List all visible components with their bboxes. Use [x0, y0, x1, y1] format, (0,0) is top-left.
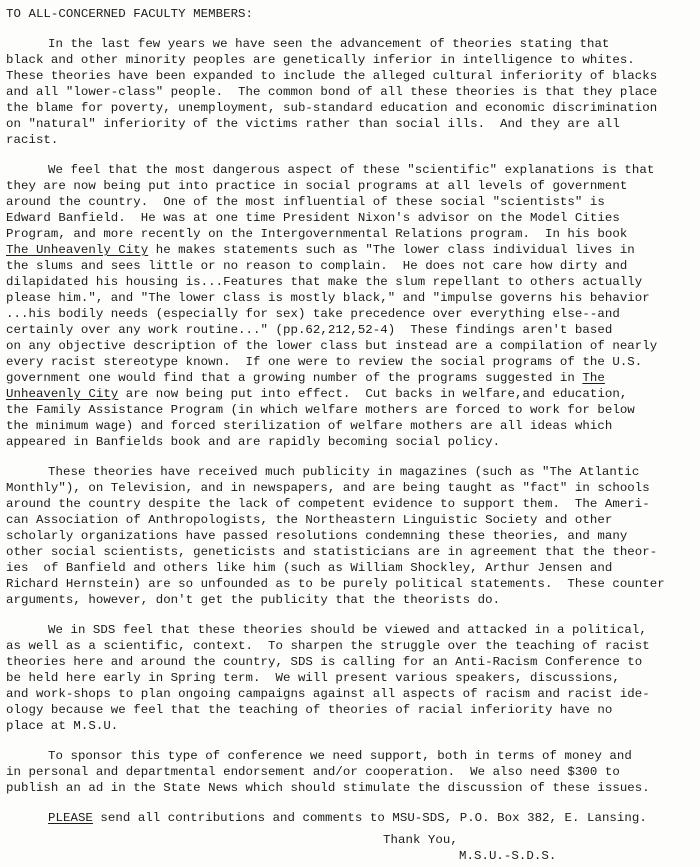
paragraph-line: ies of Banfield and others like him (such as William Shockley, Arthur Jensen and — [6, 561, 613, 575]
paragraph-line: racist. — [6, 133, 59, 147]
paragraph-line: ology because we feel that the teaching of theories of racial inferiority have no — [6, 703, 613, 717]
paragraph-line: Unheavenly City are now being put into effect. Cut backs in welfare,and education, — [6, 387, 628, 401]
paragraph-line: ...his bodily needs (especially for sex) take precedence over everything else--and — [6, 307, 620, 321]
thank-you: Thank You, — [383, 833, 458, 847]
paragraph-line: certainly over any work routine..." (pp.62,212,52-4) These findings aren't based — [6, 323, 613, 337]
book-title-part: Unheavenly City — [6, 387, 119, 401]
paragraph-line: black and other minority peoples are genetically inferior in intelligence to whites. — [6, 53, 635, 67]
salutation: TO ALL-CONCERNED FACULTY MEMBERS: — [6, 7, 254, 21]
paragraph-line: In the last few years we have seen the advancement of theories stating that — [48, 37, 610, 51]
paragraph-line: The Unheavenly City he makes statements such as "The lower class individual lives in — [6, 243, 635, 257]
paragraph-line: place at M.S.U. — [6, 719, 119, 733]
paragraph-line: These theories have been expanded to include the alleged cultural inferiority of blacks — [6, 69, 658, 83]
paragraph-line: arguments, however, don't get the publicity that the theorists do. — [6, 593, 501, 607]
paragraph-line: the blame for poverty, unemployment, sub-standard education and economic discrimination — [6, 101, 658, 115]
paragraph-line: publish an ad in the State News which should stimulate the discussion of these issues. — [6, 781, 650, 795]
paragraph-line: government one would find that a growing number of the programs suggested in The — [6, 371, 605, 385]
book-title: The Unheavenly City — [6, 243, 149, 257]
paragraph-line: Edward Banfield. He was at one time President Nixon's advisor on the Model Cities — [6, 211, 620, 225]
paragraph-line: and work-shops to plan ongoing campaigns against all aspects of racism and racist ide- — [6, 687, 650, 701]
closing-text: send all contributions and comments to MSU-SDS, P.O. Box 382, E. Lansing. — [92, 811, 647, 825]
paragraph-line: These theories have received much publicity in magazines (such as "The Atlantic — [48, 465, 640, 479]
paragraph-line: We feel that the most dangerous aspect of these "scientific" explanations is that — [48, 163, 655, 177]
paragraph-line: To sponsor this type of conference we need support, both in terms of money and — [48, 749, 632, 763]
paragraph-line: the Family Assistance Program (in which welfare mothers are forced to work for below — [6, 403, 635, 417]
closing-line — [48, 811, 647, 826]
paragraph-line: We in SDS feel that these theories should be viewed and attacked in a political, — [48, 623, 647, 637]
paragraph-line: other social scientists, geneticists and statisticians are in agreement that the theor- — [6, 545, 658, 559]
paragraph-line: Richard Hernstein) are so unfounded as to be purely political statements. These counter — [6, 577, 665, 591]
paragraph-line: every racist stereotype known. If one were to review the social programs of the U.S. — [6, 355, 643, 369]
paragraph-line: the minimum wage) and forced sterilization of welfare mothers are all ideas which — [6, 419, 613, 433]
paragraph-line: appeared in Banfields book and are rapidly becoming social policy. — [6, 435, 501, 449]
paragraph-line: they are now being put into practice in social programs at all levels of government — [6, 179, 628, 193]
book-title-part: The — [582, 371, 605, 385]
paragraph-line: can Association of Anthropologists, the Northeastern Linguistic Society and other — [6, 513, 613, 527]
paragraph-line: around the country despite the lack of competent evidence to support them. The Ameri- — [6, 497, 650, 511]
paragraph-line: Monthly"), on Television, and in newspapers, and are being taught as "fact" in schools — [6, 481, 650, 495]
paragraph-line: as well as a scientific, context. To sharpen the struggle over the teaching of racist — [6, 639, 650, 653]
paragraph-line: please him.", and "The lower class is mostly black," and "impulse governs his behavior — [6, 291, 650, 305]
paragraph-line: in personal and departmental endorsement and/or cooperation. We also need $300 to — [6, 765, 620, 779]
paragraph-line: be held here early in Spring term. We will present various speakers, discussions, — [6, 671, 620, 685]
paragraph-line: on "natural" inferiority of the victims rather than social ills. And they are all — [6, 117, 620, 131]
paragraph-line: dilapidated his housing is...Features that make the slum repellant to others actually — [6, 275, 643, 289]
paragraph-line: around the country. One of the most influential of these social "scientists" is — [6, 195, 605, 209]
paragraph-line: scholarly organizations have passed resolutions condemning these theories, and many — [6, 529, 628, 543]
paragraph-line: Program, and more recently on the Intergovernmental Relations program. In his book — [6, 227, 628, 241]
signature: M.S.U.-S.D.S. — [459, 849, 557, 863]
paragraph-line: and all "lower-class" people. The common bond of all these theories is that they place — [6, 85, 658, 99]
paragraph-line: on any objective description of the lower class but instead are a compilation of nearly — [6, 339, 658, 353]
please-word: PLEASE — [48, 811, 93, 825]
paragraph-line: theories here and around the country, SDS is calling for an Anti-Racism Conference to — [6, 655, 643, 669]
paragraph-line: the slums and sees little or no reason to complain. He does not care how dirty and — [6, 259, 628, 273]
